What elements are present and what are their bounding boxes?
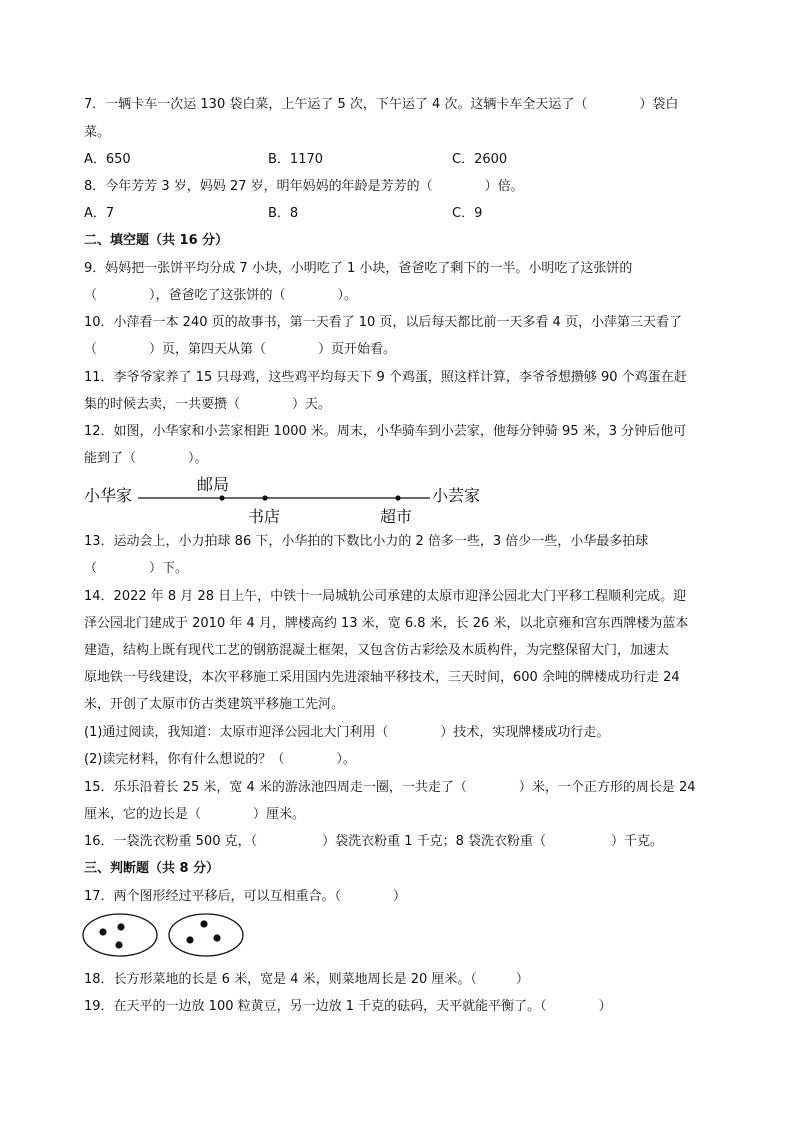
q7-text-line2: 菜。 — [84, 125, 111, 140]
q14-subquestion-2: (2)读完材料，你有什么想说的？（ ）。 — [84, 752, 356, 767]
right-oval-dot — [200, 920, 207, 927]
right-oval-dot — [213, 934, 220, 941]
q14-text-line1: 14．2022 年 8 月 28 日上午，中铁十一局城轨公司承建的太原市迎泽公园北大门平移工程顺利完成。迎 — [84, 589, 687, 604]
supermarket-dot — [395, 495, 400, 500]
label-xiaoyun-home: 小芸家 — [432, 486, 481, 505]
q10-text-line2: （ ）页，第四天从第（ ）页开始看。 — [84, 342, 397, 357]
label-post-office: 邮局 — [197, 475, 230, 494]
q8-option-c: C．9 — [452, 206, 483, 221]
q7-text-line1: 7．一辆卡车一次运 130 袋白菜，上午运了 5 次，下午运了 4 次。这辆卡车全天运了（ ）袋白 — [84, 97, 679, 112]
q14-text-line4: 原地铁一号线建设，本次平移施工采用国内先进滚轴平移技术，三天时间，600 余吨的牌楼成功行走 24 — [84, 670, 680, 685]
q13-text-line2: （ ）下。 — [84, 561, 189, 576]
q8-option-a: A．7 — [84, 206, 115, 221]
q15-text-line1: 15．乐乐沿着长 25 米，宽 4 米的游泳池四周走一圈，一共走了（ ）米，一个正方形的周长是 24 — [84, 780, 696, 795]
q8-option-b: B．8 — [268, 206, 299, 221]
q10-text-line1: 10．小萍看一本 240 页的故事书，第一天看了 10 页，以后每天都比前一天多看 4 页，小萍第三天看了 — [84, 315, 682, 330]
section-heading-fill-in: 二、填空题（共 16 分） — [84, 233, 229, 248]
q11-text-line2: 集的时候去卖，一共要攒（ ）天。 — [84, 397, 332, 412]
left-oval-dot — [99, 928, 106, 935]
q14-text-line5: 米，开创了太原市仿古类建筑平移施工先河。 — [84, 697, 345, 712]
right-oval — [169, 914, 243, 956]
q11-text-line1: 11．李爷爷家养了 15 只母鸡，这些鸡平均每天下 9 个鸡蛋，照这样计算，李爷爷想攒够 90 个鸡蛋在赶 — [84, 370, 687, 385]
q17-text-line1: 17．两个图形经过平移后，可以互相重合。（ ） — [84, 889, 407, 904]
left-oval — [83, 914, 157, 956]
q12-text-line1: 12．如图，小华家和小芸家相距 1000 米。周末，小华骑车到小芸家，他每分钟骑 95 米，3 分钟后他可 — [84, 424, 687, 439]
q16-text-line1: 16．一袋洗衣粉重 500 克，（ ）袋洗衣粉重 1 千克；8 袋洗衣粉重（ ）千克。 — [84, 834, 664, 849]
q8-text-line1: 8．今年芳芳 3 岁，妈妈 27 岁，明年妈妈的年龄是芳芳的（ ）倍。 — [84, 179, 524, 194]
bookstore-dot — [262, 495, 267, 500]
label-supermarket: 超市 — [380, 507, 413, 526]
q12-text-line2: 能到了（ ）。 — [84, 451, 208, 466]
q18-text-line1: 18．长方形菜地的长是 6 米，宽是 4 米，则菜地周长是 20 厘米。（ ） — [84, 972, 529, 987]
label-bookstore: 书店 — [248, 507, 281, 526]
q7-option-b: B．1170 — [268, 152, 324, 167]
left-oval-dot — [115, 941, 122, 948]
section-heading-true-false: 三、判断题（共 8 分） — [84, 861, 220, 876]
q14-subquestion-1: (1)通过阅读，我知道：太原市迎泽公园北大门利用（ ）技术，实现牌楼成功行走。 — [84, 725, 610, 740]
q17-figure — [82, 912, 248, 958]
q14-text-line3: 建造，结构上既有现代工艺的钢筋混凝土框架，又包含仿古彩绘及木质构件，为完整保留大门，加速太 — [84, 643, 670, 658]
q13-text-line1: 13．运动会上，小力拍球 86 下，小华拍的下数比小力的 2 倍多一些，3 倍少一些，小华最多拍球 — [84, 534, 649, 549]
q19-text-line1: 19．在天平的一边放 100 粒黄豆，另一边放 1 千克的砝码，天平就能平衡了。（ ） — [84, 999, 612, 1014]
post-office-dot — [219, 495, 224, 500]
q15-text-line2: 厘米，它的边长是（ ）厘米。 — [84, 807, 306, 822]
q9-text-line2: （ ），爸爸吃了这张饼的（ ）。 — [84, 288, 358, 303]
q7-option-a: A．650 — [84, 152, 131, 167]
q7-option-c: C．2600 — [452, 152, 508, 167]
q14-text-line2: 泽公园北门建成于 2010 年 4 月，牌楼高约 13 米，宽 6.8 米，长 26 米，以北京雍和宫东西牌楼为蓝本 — [84, 616, 689, 631]
q9-text-line1: 9．妈妈把一张饼平均分成 7 小块，小明吃了 1 小块，爸爸吃了剩下的一半。小明吃了这张饼的 — [84, 261, 633, 276]
right-oval-dot — [186, 936, 193, 943]
label-xiaohua-home: 小华家 — [84, 486, 133, 505]
route-diagram — [84, 474, 504, 530]
left-oval-dot — [117, 923, 124, 930]
